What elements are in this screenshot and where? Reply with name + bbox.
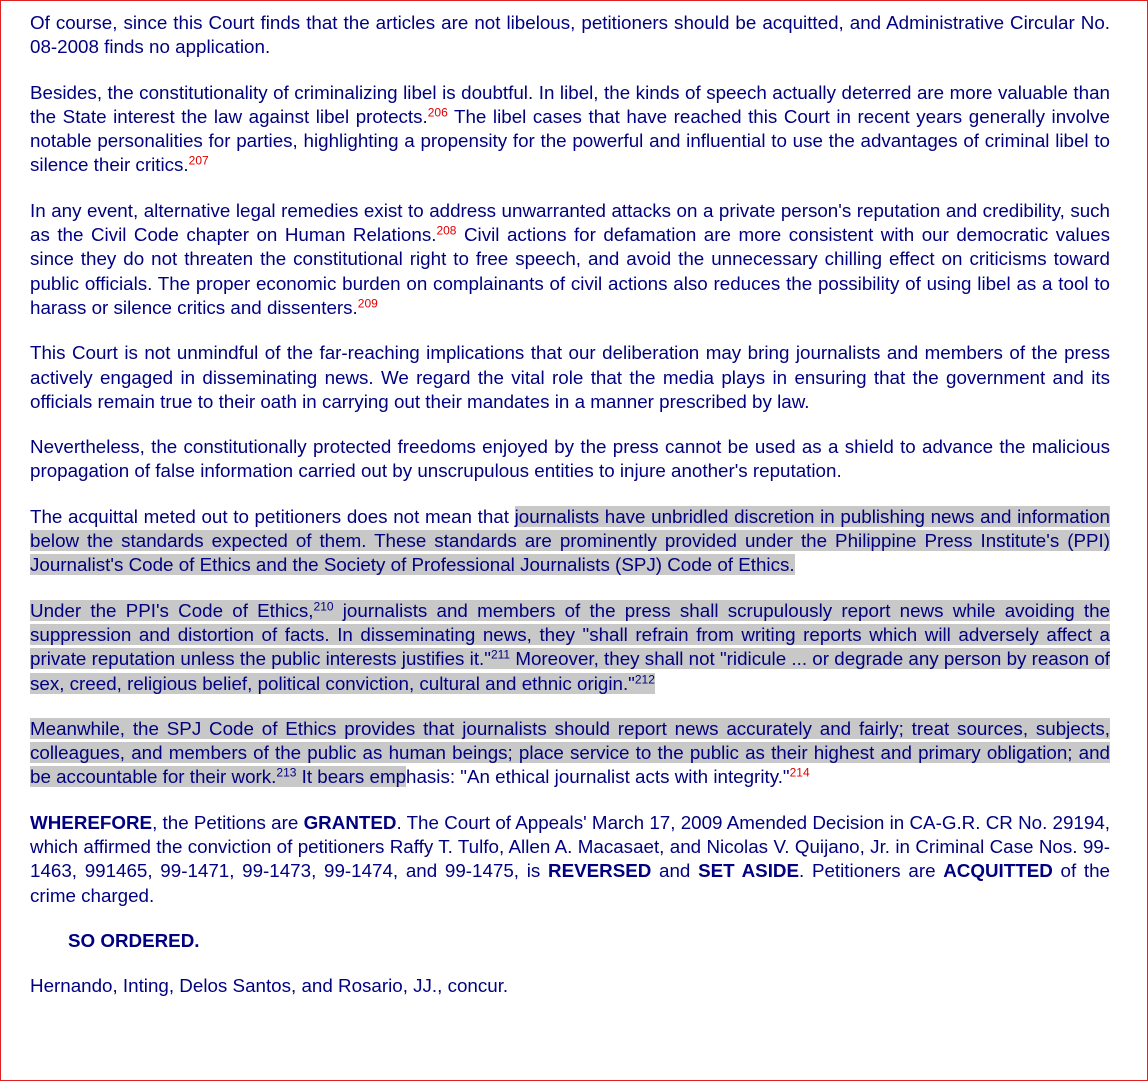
highlighted-text: journalists have unbridled discretion in publishing news and information below the standards expected of them. These standards are prominently provided under the Philippine Press Institute's (PPI) Journalist's Code of Ethics and the Society of Professional Journalists (SPJ) Code of Ethics. bbox=[30, 505, 1110, 576]
highlighted-text: Meanwhile, the SPJ Code of Ethics provides that journalists should report news accurately and fairly; treat sources, subjects, colleagues, and members of the public as human beings; place service to the public as their highest and primary obligation; and be accountable for their work.$^{213}$ It bears emp bbox=[30, 717, 1110, 788]
footnote-ref-206[interactable]: 206 bbox=[427, 105, 448, 120]
footnote-ref-213[interactable]: 213 bbox=[276, 765, 297, 780]
paragraph-2: Besides, the constitutionality of criminalizing libel is doubtful. In libel, the kinds of speech actually deterred are more valuable than the State interest the law against libel protects.$^{206}$ The libel cases that have reached this Court in recent years generally involve notable personalities for parties, highlighting a propensity for the powerful and influential to use the advantages of criminal libel to silence their critics.$^{207}$ bbox=[30, 81, 1110, 176]
highlighted-text: Under the PPI's Code of Ethics,$^{210}$ journalists and members of the press shall scrupulously report news while avoiding the suppression and distortion of facts. In disseminating news, they "shall refrain from writing reports which will adversely affect a private reputation unless the public interests justifies it."$^{211}$ Moreover, they shall not "ridicule ... or degrade any person by reason of sex, creed, religious belief, political conviction, cultural and ethnic origin."$^{212}$ bbox=[30, 599, 1110, 694]
wherefore-label: WHEREFORE bbox=[30, 811, 153, 833]
paragraph-7 bbox=[30, 599, 1110, 696]
footnote-ref-211[interactable]: 211 bbox=[490, 647, 511, 662]
footnote-ref-208[interactable]: 208 bbox=[436, 223, 457, 238]
dispositive-paragraph: WHEREFORE, the Petitions are GRANTED. The Court of Appeals' March 17, 2009 Amended Decision in CA-G.R. CR No. 29194, which affirmed the conviction of petitioners Raffy T. Tulfo, Allen A. Macasaet, and Nicolas V. Quijano, Jr. in Criminal Case Nos. 99-1463, 991465, 99-1471, 99-1473, 99-1474, and 99-1475, is REVERSED and SET ASIDE. Petitioners are ACQUITTED of the crime charged. bbox=[30, 811, 1110, 906]
paragraph-6: The acquittal meted out to petitioners does not mean that journalists have unbridled discretion in publishing news and information below the standards expected of them. These standards are prominently provided under the Philippine Press Institute's (PPI) Journalist's Code of Ethics and the Society of Professional Journalists (SPJ) Code of Ethics. bbox=[30, 505, 1110, 576]
so-ordered: SO ORDERED. bbox=[68, 929, 200, 951]
paragraph-3: In any event, alternative legal remedies exist to address unwarranted attacks on a private person's reputation and credibility, such as the Civil Code chapter on Human Relations.$^{208}$ Civil actions for defamation are more consistent with our democratic values since they do not threaten the constitutional right to free speech, and avoid the unnecessary chilling effect on criticisms toward public officials. The proper economic burden on complainants of civil actions also reduces the possibility of using libel as a tool to harass or silence critics and dissenters.$^{209}$ bbox=[30, 199, 1111, 318]
footnote-ref-212[interactable]: 212 bbox=[634, 671, 655, 686]
decision-text bbox=[30, 11, 1110, 1020]
footnote-ref-207[interactable]: 207 bbox=[188, 153, 209, 168]
footnote-ref-209[interactable]: 209 bbox=[357, 296, 378, 311]
footnote-ref-214[interactable]: 214 bbox=[789, 765, 810, 780]
concurrence-line: Hernando, Inting, Delos Santos, and Rosario, JJ., concur. bbox=[30, 975, 509, 997]
paragraph-4: This Court is not unmindful of the far-reaching implications that our deliberation may bring journalists and members of the press actively engaged in disseminating news. We regard the vital role that the media plays in ensuring that the government and its officials remain true to their oath in carrying out their mandates in a manner prescribed by law. bbox=[30, 342, 1110, 412]
paragraph-5: Nevertheless, the constitutionally protected freedoms enjoyed by the press cannot be used as a shield to advance the malicious propagation of false information carried out by unscrupulous entities to injure another's reputation. bbox=[30, 436, 1110, 482]
footnote-ref-210[interactable]: 210 bbox=[313, 599, 334, 614]
paragraph-8: Meanwhile, the SPJ Code of Ethics provides that journalists should report news accurately and fairly; treat sources, subjects, colleagues, and members of the public as human beings; place service to the public as their highest and primary obligation; and be accountable for their work.$^{213}$ It bears emphasis: "An ethical journalist acts with integrity."$^{214}$ bbox=[30, 717, 1110, 788]
paragraph-1: Of course, since this Court finds that the articles are not libelous, petitioners should be acquitted, and Administrative Circular No. 08-2008 finds no application. bbox=[30, 12, 1110, 58]
